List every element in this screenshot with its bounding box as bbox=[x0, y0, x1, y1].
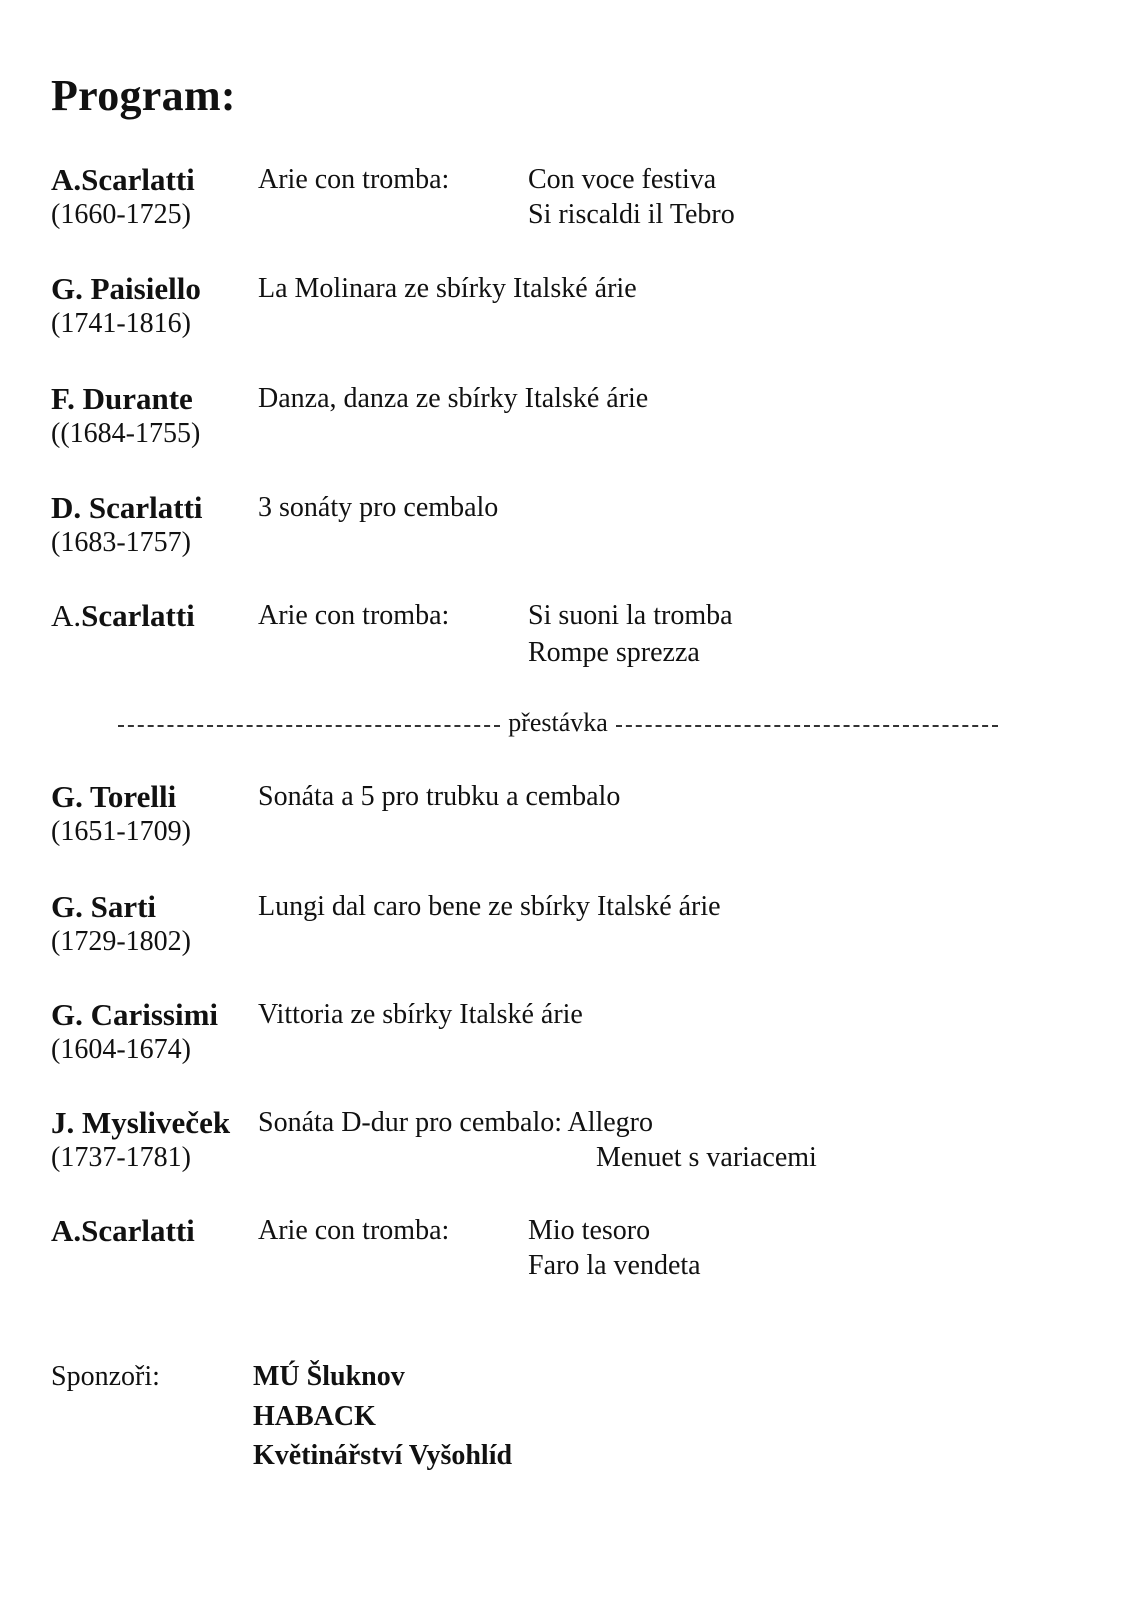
composer-name: A.Scarlatti bbox=[51, 1213, 195, 1248]
work-title: Arie con tromba: bbox=[258, 164, 450, 195]
sponsor-name: HABACK bbox=[253, 1401, 376, 1432]
piece-title: Mio tesoro bbox=[528, 1215, 651, 1246]
work-title: Vittoria ze sbírky Italské árie bbox=[258, 999, 583, 1030]
piece-title: Si suoni la tromba bbox=[528, 600, 733, 631]
composer-name: F. Durante bbox=[51, 381, 193, 416]
composer-years: (1737-1781) bbox=[51, 1142, 191, 1173]
composer-years: (1660-1725) bbox=[51, 199, 191, 230]
piece-title: Menuet s variacemi bbox=[596, 1142, 817, 1173]
work-title: La Molinara ze sbírky Italské árie bbox=[258, 273, 637, 304]
sponsors-label: Sponzoři: bbox=[51, 1361, 160, 1392]
work-title: 3 sonáty pro cembalo bbox=[258, 492, 499, 523]
composer-name: A.Scarlatti bbox=[51, 162, 195, 197]
work-title: Arie con tromba: bbox=[258, 600, 450, 631]
composer-years: (1604-1674) bbox=[51, 1034, 191, 1065]
composer-initial: A. bbox=[51, 598, 82, 633]
composer-name bbox=[51, 598, 195, 634]
composer-years: (1729-1802) bbox=[51, 926, 191, 957]
intermission-label: přestávka bbox=[508, 708, 608, 737]
composer-years: ((1684-1755) bbox=[51, 418, 201, 449]
work-title: Sonáta a 5 pro trubku a cembalo bbox=[258, 781, 621, 812]
composer-name: G. Sarti bbox=[51, 889, 157, 924]
composer-years: (1741-1816) bbox=[51, 308, 191, 339]
composer-name: G. Torelli bbox=[51, 779, 177, 814]
sponsor-name: Květinářství Vyšohlíd bbox=[253, 1440, 513, 1471]
intermission-divider bbox=[118, 706, 998, 740]
composer-years: (1683-1757) bbox=[51, 527, 191, 558]
composer-surname: Scarlatti bbox=[81, 598, 195, 633]
composer-name: G. Carissimi bbox=[51, 997, 219, 1032]
piece-title: Con voce festiva bbox=[528, 164, 717, 195]
composer-name: J. Mysliveček bbox=[51, 1105, 231, 1140]
work-title: Arie con tromba: bbox=[258, 1215, 450, 1246]
composer-name: G. Paisiello bbox=[51, 271, 201, 306]
piece-title: Si riscaldi il Tebro bbox=[528, 199, 735, 230]
program-title: Program: bbox=[51, 71, 236, 120]
work-title: Danza, danza ze sbírky Italské árie bbox=[258, 383, 649, 414]
work-title: Lungi dal caro bene ze sbírky Italské árie bbox=[258, 891, 721, 922]
work-title: Sonáta D-dur pro cembalo: Allegro bbox=[258, 1107, 654, 1138]
composer-years: (1651-1709) bbox=[51, 816, 191, 847]
dashed-line-right bbox=[616, 725, 998, 727]
composer-name: D. Scarlatti bbox=[51, 490, 203, 525]
sponsor-name: MÚ Šluknov bbox=[253, 1361, 405, 1392]
piece-title: Rompe sprezza bbox=[528, 637, 700, 668]
piece-title: Faro la vendeta bbox=[528, 1250, 701, 1281]
dashed-line-left bbox=[118, 725, 500, 727]
